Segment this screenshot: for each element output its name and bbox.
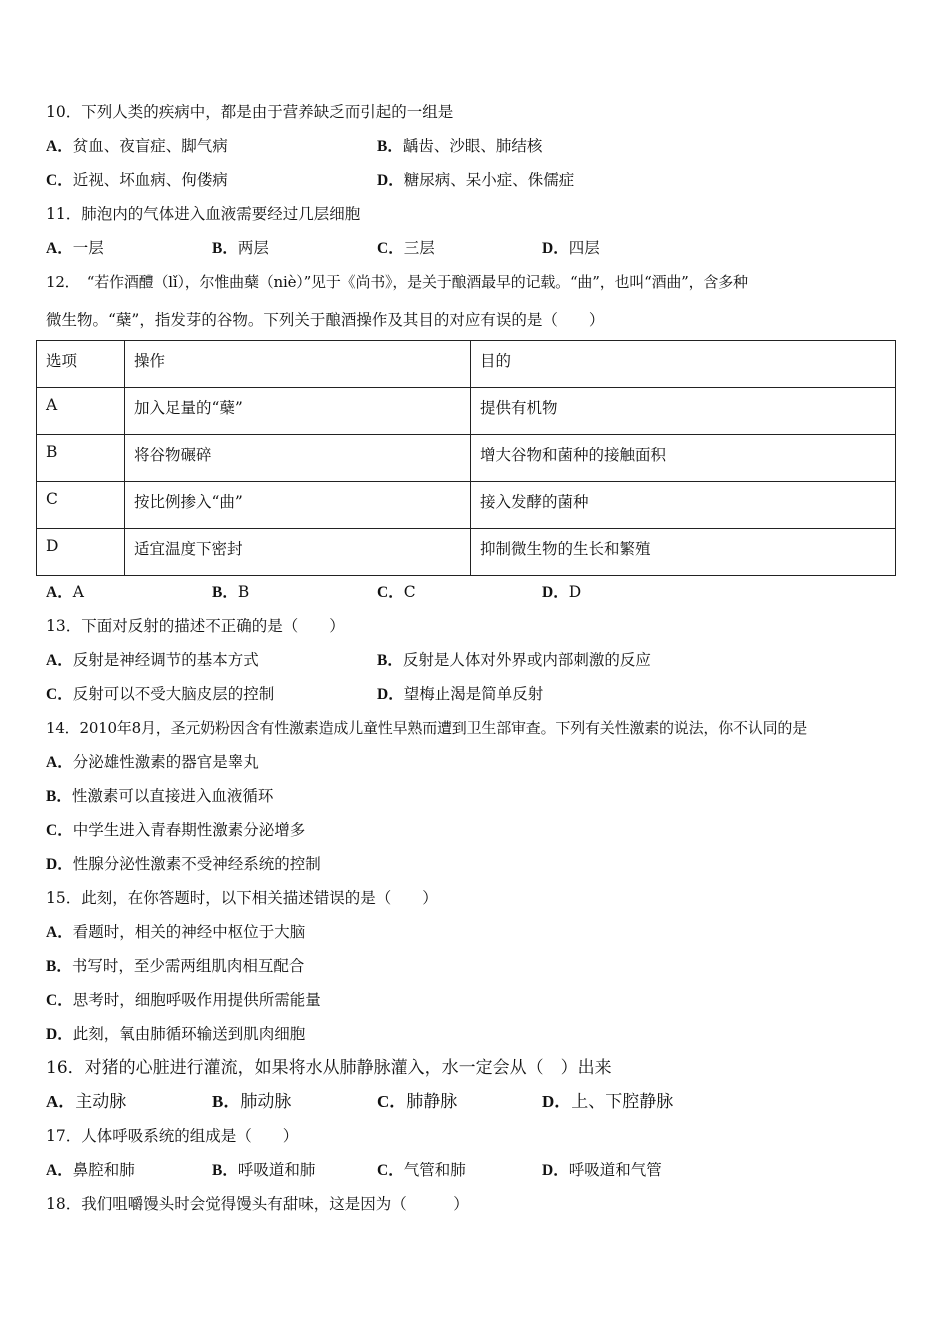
table-cell: 接入发酵的菌种 xyxy=(471,482,896,529)
q12-option-c: C．C xyxy=(377,583,416,601)
q17-option-a: A．鼻腔和肺 xyxy=(46,1161,135,1179)
table-cell: 增大谷物和菌种的接触面积 xyxy=(471,435,896,482)
q17-option-c: C．气管和肺 xyxy=(377,1161,466,1179)
table-cell: 抑制微生物的生长和繁殖 xyxy=(471,529,896,576)
table-row xyxy=(37,482,896,529)
q13-option-b: B．反射是人体对外界或内部刺激的反应 xyxy=(377,651,651,669)
table-cell: D xyxy=(37,529,125,576)
table-header-cell: 选项 xyxy=(37,341,125,388)
q10-stem: 10．下列人类的疾病中，都是由于营养缺乏而引起的一组是 xyxy=(46,103,454,121)
table-header-row xyxy=(37,341,896,388)
q13-option-d: D．望梅止渴是简单反射 xyxy=(377,685,544,703)
q14-stem: 14．2010年8月，圣元奶粉因含有性激素造成儿童性早熟而遭到卫生部审查。下列有关性激素的说法，你不认同的是 xyxy=(46,719,808,737)
q13-option-c: C．反射可以不受大脑皮层的控制 xyxy=(46,685,275,703)
q10-option-d: D．糖尿病、呆小症、侏儒症 xyxy=(377,171,575,189)
table-row xyxy=(37,529,896,576)
q18-stem: 18．我们咀嚼馒头时会觉得馒头有甜味，这是因为（ ） xyxy=(46,1195,469,1213)
q16-option-b: B．肺动脉 xyxy=(212,1092,292,1112)
q16-option-a: A．主动脉 xyxy=(46,1092,127,1112)
q15-option-d: D．此刻，氧由肺循环输送到肌肉细胞 xyxy=(46,1025,306,1043)
q12-stem-line2: 微生物。“蘖”，指发芽的谷物。下列关于酿酒操作及其目的对应有误的是（ ） xyxy=(46,311,605,329)
q10-option-c: C．近视、坏血病、佝偻病 xyxy=(46,171,228,189)
q16-stem: 16．对猪的心脏进行灌流，如果将水从肺静脉灌入，水一定会从（ ）出来 xyxy=(46,1058,612,1078)
table-row xyxy=(37,388,896,435)
table-cell: 按比例掺入“曲” xyxy=(125,482,471,529)
table-cell: 将谷物碾碎 xyxy=(125,435,471,482)
table-cell: A xyxy=(37,388,125,435)
q17-option-d: D．呼吸道和气管 xyxy=(542,1161,662,1179)
q16-option-d: D．上、下腔静脉 xyxy=(542,1092,674,1112)
q14-option-b: B．性激素可以直接进入血液循环 xyxy=(46,787,274,805)
q12-stem-line1: 12． “若作酒醴（lǐ），尔惟曲蘖（niè）”见于《尚书》，是关于酿酒最早的记载。“曲”，也叫“酒曲”，含多种 xyxy=(46,273,748,291)
q11-option-a: A．一层 xyxy=(46,239,104,257)
q12-option-a: A．A xyxy=(46,583,84,601)
table-header-cell: 操作 xyxy=(125,341,471,388)
q11-option-c: C．三层 xyxy=(377,239,435,257)
q17-option-b: B．呼吸道和肺 xyxy=(212,1161,316,1179)
q15-option-a: A．看题时，相关的神经中枢位于大脑 xyxy=(46,923,306,941)
q17-stem: 17．人体呼吸系统的组成是（ ） xyxy=(46,1127,299,1145)
q11-option-d: D．四层 xyxy=(542,239,600,257)
table-cell: 提供有机物 xyxy=(471,388,896,435)
q14-option-a: A．分泌雄性激素的器官是睾丸 xyxy=(46,753,259,771)
q16-option-c: C．肺静脉 xyxy=(377,1092,458,1112)
q14-option-d: D．性腺分泌性激素不受神经系统的控制 xyxy=(46,855,321,873)
q12-option-b: B．B xyxy=(212,583,250,601)
q11-stem: 11．肺泡内的气体进入血液需要经过几层细胞 xyxy=(46,205,361,223)
q13-stem: 13．下面对反射的描述不正确的是（ ） xyxy=(46,617,345,635)
q15-stem: 15．此刻，在你答题时，以下相关描述错误的是（ ） xyxy=(46,889,438,907)
table-cell: 加入足量的“蘖” xyxy=(125,388,471,435)
q10-option-b: B．龋齿、沙眼、肺结核 xyxy=(377,137,543,155)
q12-option-d: D．D xyxy=(542,583,582,601)
q11-option-b: B．两层 xyxy=(212,239,269,257)
table-cell: 适宜温度下密封 xyxy=(125,529,471,576)
table-cell: B xyxy=(37,435,125,482)
q14-option-c: C．中学生进入青春期性激素分泌增多 xyxy=(46,821,306,839)
q10-option-a: A．贫血、夜盲症、脚气病 xyxy=(46,137,228,155)
table-cell: C xyxy=(37,482,125,529)
q13-option-a: A．反射是神经调节的基本方式 xyxy=(46,651,259,669)
q12-table xyxy=(36,340,896,576)
q15-option-b: B．书写时，至少需两组肌肉相互配合 xyxy=(46,957,305,975)
table-header-cell: 目的 xyxy=(471,341,896,388)
table-row xyxy=(37,435,896,482)
q15-option-c: C．思考时，细胞呼吸作用提供所需能量 xyxy=(46,991,321,1009)
